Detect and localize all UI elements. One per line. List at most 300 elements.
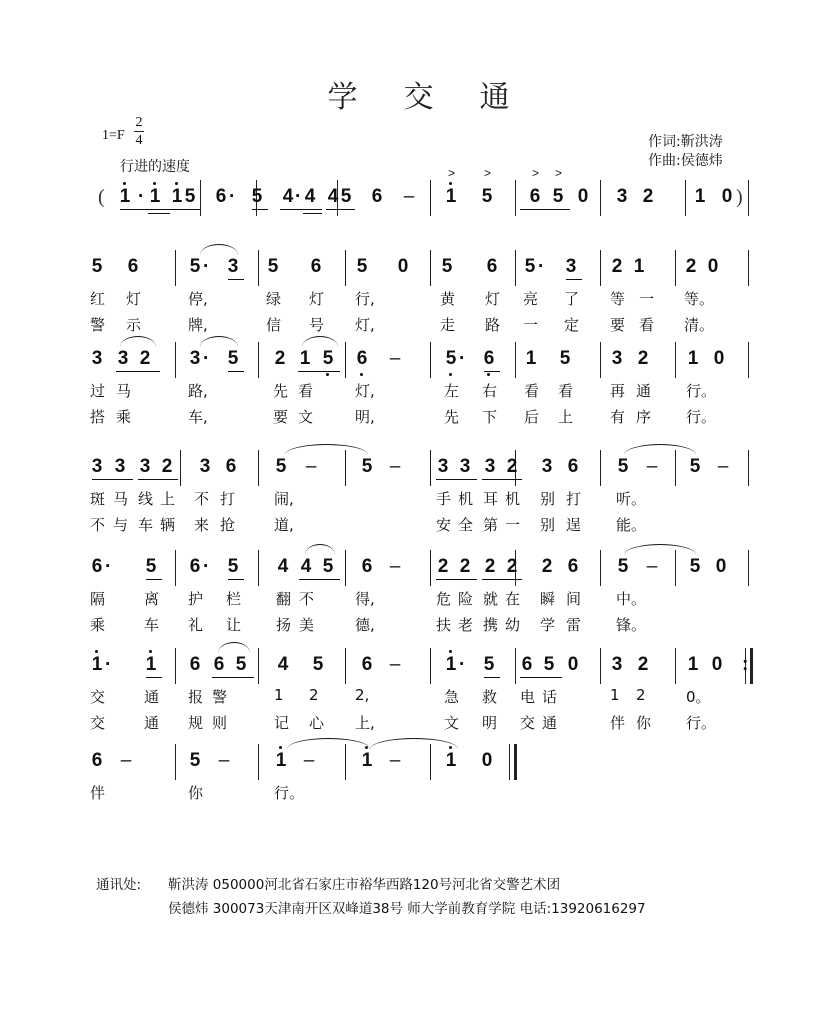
barline (175, 648, 176, 684)
note: 6 (127, 256, 139, 277)
augmentation-dot: · (203, 556, 210, 577)
accent-mark: > (484, 166, 492, 180)
beam-underline (138, 479, 178, 480)
note: 1 (687, 348, 699, 369)
note: 3 (565, 256, 577, 277)
final-barline-thin (509, 744, 510, 780)
note: 3 (611, 348, 623, 369)
barline (600, 450, 601, 486)
lyric-verse-1: 行, (355, 290, 375, 308)
lyric-verse-2: 来 (194, 516, 210, 534)
note: 6 (225, 456, 237, 477)
note: 5 (189, 750, 201, 771)
augmentation-dot: · (459, 654, 466, 675)
barline (675, 648, 676, 684)
lyric-verse-2: 美 (299, 616, 315, 634)
note: 2 (611, 256, 623, 277)
lyric-verse-2: 携 (483, 616, 499, 634)
barline (430, 744, 431, 780)
note: 4 (300, 556, 312, 577)
beam-underline (482, 579, 522, 580)
note: 6 (521, 654, 533, 675)
octave-dot-below (326, 373, 329, 376)
note: 3 (484, 456, 496, 477)
beam-underline (252, 209, 268, 210)
paren-close: ) (736, 186, 743, 208)
lyric-verse-2: 乘 (116, 408, 132, 426)
lyric-verse-2: 有 (610, 408, 626, 426)
beam-underline (92, 479, 133, 480)
note: 1 (443, 654, 459, 676)
barline (430, 648, 431, 684)
note: 3 (117, 348, 129, 369)
lyric-verse-2: 抢 (220, 516, 236, 534)
lyric-verse-1: 马 (113, 490, 129, 508)
barline (345, 450, 346, 486)
lyric-verse-1: 机 (505, 490, 521, 508)
lyric-verse-1: 栏 (226, 590, 242, 608)
octave-dot-above (449, 650, 452, 653)
note: 1 (117, 186, 133, 208)
note: 5 (481, 186, 493, 207)
score-system (0, 342, 837, 442)
note: 3 (541, 456, 553, 477)
lyric-verse-1: 等 (610, 290, 626, 308)
lyric-verse-2: 灯, (355, 316, 375, 334)
beam-underline (436, 579, 477, 580)
note: 5 (441, 256, 453, 277)
barline (685, 180, 686, 216)
beam-underline (148, 213, 170, 214)
note: 6 (189, 556, 201, 577)
lyric-verse-1: 灯 (309, 290, 325, 308)
time-sig-top: 2 (135, 115, 143, 130)
lyric-verse-2: 交 (90, 714, 106, 732)
lyric-verse-1: 灯, (355, 382, 375, 400)
note: 5 (189, 256, 201, 277)
lyric-verse-2: 第 (483, 516, 499, 534)
time-sig-divider (134, 131, 144, 132)
note: 5 (322, 556, 334, 577)
page-title: 学交通 (327, 80, 556, 115)
barline (258, 250, 259, 286)
lyric-verse-1: 警 (212, 688, 228, 706)
note: 6 (361, 654, 373, 675)
lyric-verse-2: 扬 (276, 616, 292, 634)
barline (258, 744, 259, 780)
lyric-verse-2: 老 (458, 616, 474, 634)
note: 5 (312, 654, 324, 675)
lyric-verse-1: 你 (188, 784, 204, 802)
barline (175, 550, 176, 586)
note: 1 (633, 256, 645, 277)
note: 0 (397, 256, 409, 277)
note: 5 (251, 186, 263, 207)
lyric-verse-1: 闹, (274, 490, 294, 508)
lyric-verse-1: 亮 (523, 290, 539, 308)
lyric-verse-1: 急 (444, 688, 460, 706)
barline (345, 648, 346, 684)
lyric-verse-2: 先 (444, 408, 460, 426)
note: 5 (483, 654, 495, 675)
lyric-verse-2: 别 (540, 516, 556, 534)
repeat-sign: : (742, 654, 749, 675)
beam-underline (212, 677, 254, 678)
barline (675, 450, 676, 486)
barline (258, 550, 259, 586)
note: 5 (320, 348, 336, 370)
note: 0 (713, 348, 725, 369)
beam-underline (146, 579, 162, 580)
lyric-verse-1: 报 (188, 688, 204, 706)
note: 0 (707, 256, 719, 277)
note: 5 (543, 654, 555, 675)
barline (748, 450, 749, 486)
note: 6 (481, 348, 497, 370)
lyric-verse-1: 交 (90, 688, 106, 706)
octave-dot-above (149, 650, 152, 653)
lyric-verse-2: 序 (636, 408, 652, 426)
lyric-verse-2: 伴 (610, 714, 626, 732)
augmentation-dot: · (105, 654, 112, 675)
augmentation-dot: · (295, 186, 302, 207)
barline (430, 250, 431, 286)
lyric-verse-1: 上 (160, 490, 176, 508)
lyric-verse-1: 一 (639, 290, 655, 308)
lyric-verse-2: 一 (523, 316, 539, 334)
beam-underline (484, 677, 500, 678)
lyric-verse-1: 打 (566, 490, 582, 508)
augmentation-dot: · (105, 556, 112, 577)
score-system (0, 250, 837, 350)
lyric-verse-2: 雷 (566, 616, 582, 634)
key-signature: 1=F (102, 128, 125, 143)
note: 6 (91, 556, 103, 577)
note: 2 (637, 654, 649, 675)
note: 0 (577, 186, 589, 207)
barline (748, 342, 749, 378)
note: 1 (89, 654, 105, 676)
lyric-verse-2: 走 (440, 316, 456, 334)
lyric-verse-2: 扶 (436, 616, 452, 634)
lyric-verse-1: 通 (636, 382, 652, 400)
lyric-verse-1: 左 (444, 382, 460, 400)
beam-underline (280, 209, 322, 210)
note: 3 (227, 256, 239, 277)
lyric-verse-1: 中。 (616, 590, 647, 608)
note: 1 (359, 750, 375, 772)
note: 4 (282, 186, 294, 207)
note: 5 (267, 256, 279, 277)
lyric-verse-2: 则 (212, 714, 228, 732)
lyric-verse-2: 明, (355, 408, 375, 426)
note: 3 (91, 456, 103, 477)
note: 1 (143, 654, 159, 676)
beam-underline (484, 371, 500, 372)
note: 1 (443, 750, 459, 772)
beam-underline (228, 579, 244, 580)
lyric-verse-2: 示 (126, 316, 142, 334)
note: 2 (139, 348, 151, 369)
sustain-dash: – (389, 556, 401, 577)
note: 5 (443, 348, 459, 370)
lyric-verse-1: 得, (355, 590, 375, 608)
final-barline-thick (750, 648, 753, 684)
barline (345, 550, 346, 586)
lyric-verse-2: 通 (144, 714, 160, 732)
lyric-verse-1: 行。 (686, 382, 717, 400)
lyric-verse-1: 黄 (440, 290, 456, 308)
barline (515, 180, 516, 216)
note: 3 (114, 456, 126, 477)
lyric-verse-1: 打 (220, 490, 236, 508)
note: 5 (91, 256, 103, 277)
barline (600, 180, 601, 216)
score-system (0, 744, 837, 844)
beam-underline (520, 209, 570, 210)
lyric-verse-2: 记 (274, 714, 290, 732)
lyric-verse-1: 电 (520, 688, 536, 706)
lyric-verse-1: 在 (505, 590, 521, 608)
note: 0 (711, 654, 723, 675)
slur-arc (624, 444, 696, 455)
lyric-verse-2: 车, (188, 408, 208, 426)
beam-underline (482, 479, 522, 480)
accent-mark: > (555, 166, 563, 180)
lyric-verse-1: 斑 (90, 490, 106, 508)
octave-dot-above (175, 182, 178, 185)
lyric-verse-2: 安 (436, 516, 452, 534)
beam-underline (146, 677, 162, 678)
note: 4 (277, 556, 289, 577)
time-signature (134, 115, 144, 148)
note: 4 (304, 186, 316, 207)
note: 3 (199, 456, 211, 477)
lyric-verse-1: 伴 (90, 784, 106, 802)
beam-underline (116, 371, 160, 372)
note: 1 (525, 348, 537, 369)
note: 2 (506, 456, 518, 477)
sustain-dash: – (717, 456, 729, 477)
lyric-verse-2: 号 (309, 316, 325, 334)
lyric-verse-1: 救 (482, 688, 498, 706)
note: 0 (567, 654, 579, 675)
lyric-verse-1: 灯 (485, 290, 501, 308)
lyric-verse-2: 心 (309, 714, 325, 732)
barline (175, 342, 176, 378)
note: 3 (189, 348, 201, 369)
lyric-verse-2: 不 (90, 516, 106, 534)
barline (430, 342, 431, 378)
beam-underline (228, 279, 244, 280)
note: 2 (541, 556, 553, 577)
barline (600, 550, 601, 586)
beam-underline (520, 677, 562, 678)
note: 5 (145, 556, 157, 577)
note: 5 (227, 556, 239, 577)
note: 6 (213, 654, 225, 675)
note: 6 (91, 750, 103, 771)
note: 5 (361, 456, 373, 477)
lyric-verse-1: 绿 (266, 290, 282, 308)
lyric-verse-1: 2 (636, 686, 646, 704)
lyric-verse-2: 文 (298, 408, 314, 426)
barline (515, 648, 516, 684)
lyric-verse-1: 离 (144, 590, 160, 608)
barline (258, 648, 259, 684)
lyric-verse-1: 路, (188, 382, 208, 400)
note: 2 (484, 556, 496, 577)
lyric-verse-2: 交 (520, 714, 536, 732)
note: 5 (617, 456, 629, 477)
lyric-verse-2: 辆 (160, 516, 176, 534)
lyric-verse-1: 话 (542, 688, 558, 706)
lyric-verse-2: 幼 (505, 616, 521, 634)
note: 1 (687, 654, 699, 675)
note: 2 (161, 456, 173, 477)
lyric-verse-1: 2, (355, 686, 370, 704)
contact-line-2: 侯德炜 300073天津南开区双峰道38号 师大学前教育学院 电话:13920616297 (168, 901, 646, 917)
lyric-verse-1: 马 (116, 382, 132, 400)
note: 0 (715, 556, 727, 577)
barline (515, 342, 516, 378)
lyric-verse-1: 险 (458, 590, 474, 608)
lyric-verse-2: 定 (564, 316, 580, 334)
lyric-verse-1: 通 (144, 688, 160, 706)
contact-line-1: 靳洪涛 050000河北省石家庄市裕华西路120号河北省交警艺术团 (168, 877, 561, 893)
barline (258, 342, 259, 378)
lyric-verse-2: 道, (274, 516, 294, 534)
lyric-verse-1: 手 (436, 490, 452, 508)
octave-dot-above (279, 746, 282, 749)
lyric-verse-2: 文 (444, 714, 460, 732)
note: 0 (481, 750, 493, 771)
lyric-verse-1: 线 (138, 490, 154, 508)
barline (180, 450, 181, 486)
lyric-verse-2: 礼 (188, 616, 204, 634)
lyric-verse-2: 清。 (684, 316, 715, 334)
sustain-dash: – (303, 750, 315, 771)
lyric-verse-1: 别 (540, 490, 556, 508)
barline (748, 250, 749, 286)
lyric-verse-2: 上, (355, 714, 375, 732)
lyric-verse-2: 下 (482, 408, 498, 426)
note: 1 (273, 750, 289, 772)
lyric-verse-1: 红 (90, 290, 106, 308)
lyric-verse-2: 要 (610, 316, 626, 334)
note: 6 (371, 186, 383, 207)
lyric-verse-1: 灯 (126, 290, 142, 308)
lyric-verse-1: 1 (610, 686, 620, 704)
lyric-verse-1: 听。 (616, 490, 647, 508)
octave-dot-below (360, 373, 363, 376)
lyric-verse-1: 看 (298, 382, 314, 400)
lyric-verse-1: 行。 (274, 784, 305, 802)
barline (515, 250, 516, 286)
sustain-dash: – (646, 456, 658, 477)
lyric-verse-1: 看 (524, 382, 540, 400)
barline (345, 744, 346, 780)
composer-credit: 作曲:侯德炜 (648, 153, 723, 169)
barline (675, 250, 676, 286)
tempo-marking: 行进的速度 (120, 159, 190, 175)
lyric-verse-1: 隔 (90, 590, 106, 608)
sustain-dash: – (218, 750, 230, 771)
barline (175, 250, 176, 286)
sustain-dash: – (305, 456, 317, 477)
barline (675, 550, 676, 586)
note: 6 (567, 456, 579, 477)
score-system (0, 648, 837, 748)
barline (345, 342, 346, 378)
final-barline-thick (514, 744, 517, 780)
note: 6 (189, 654, 201, 675)
note: 6 (215, 186, 227, 207)
lyric-verse-2: 车 (138, 516, 154, 534)
sustain-dash: – (389, 348, 401, 369)
score-system (0, 550, 837, 650)
note: 5 (235, 654, 247, 675)
lyric-verse-2: 学 (540, 616, 556, 634)
lyric-verse-2: 路 (485, 316, 501, 334)
lyric-verse-2: 搭 (90, 408, 106, 426)
lyric-verse-1: 先 (273, 382, 289, 400)
lyric-verse-1: 再 (610, 382, 626, 400)
augmentation-dot: · (538, 256, 545, 277)
lyric-verse-1: 危 (436, 590, 452, 608)
beam-underline (436, 479, 477, 480)
lyric-verse-1: 翻 (276, 590, 292, 608)
lyric-verse-2: 规 (188, 714, 204, 732)
lyric-verse-1: 2 (309, 686, 319, 704)
lyric-verse-1: 耳 (483, 490, 499, 508)
lyric-verse-1: 护 (188, 590, 204, 608)
barline (675, 342, 676, 378)
note: 3 (611, 654, 623, 675)
octave-dot-above (95, 650, 98, 653)
lyric-verse-2: 让 (226, 616, 242, 634)
lyric-verse-2: 要 (273, 408, 289, 426)
lyric-verse-1: 等。 (684, 290, 715, 308)
lyric-verse-1: 不 (299, 590, 315, 608)
note: 5 (184, 186, 196, 207)
lyric-verse-2: 车 (144, 616, 160, 634)
lyric-verse-1: 右 (482, 382, 498, 400)
note: 3 (91, 348, 103, 369)
note: 5 (356, 256, 368, 277)
lyric-verse-2: 警 (90, 316, 106, 334)
note: 6 (486, 256, 498, 277)
barline (345, 250, 346, 286)
lyric-verse-1: 停, (188, 290, 208, 308)
lyric-verse-1: 不 (194, 490, 210, 508)
note: 3 (437, 456, 449, 477)
score-system (0, 450, 837, 550)
augmentation-dot: · (203, 256, 210, 277)
octave-dot-above (449, 182, 452, 185)
beam-underline (299, 579, 340, 580)
lyric-verse-2: 你 (636, 714, 652, 732)
lyric-verse-2: 逞 (566, 516, 582, 534)
lyric-verse-2: 行。 (686, 714, 717, 732)
lyric-verse-2: 德, (355, 616, 375, 634)
augmentation-dot: · (229, 186, 236, 207)
lyric-verse-1: 1 (274, 686, 284, 704)
lyric-verse-2: 信 (266, 316, 282, 334)
note: 2 (506, 556, 518, 577)
barline (175, 744, 176, 780)
lyric-verse-2: 能。 (616, 516, 647, 534)
